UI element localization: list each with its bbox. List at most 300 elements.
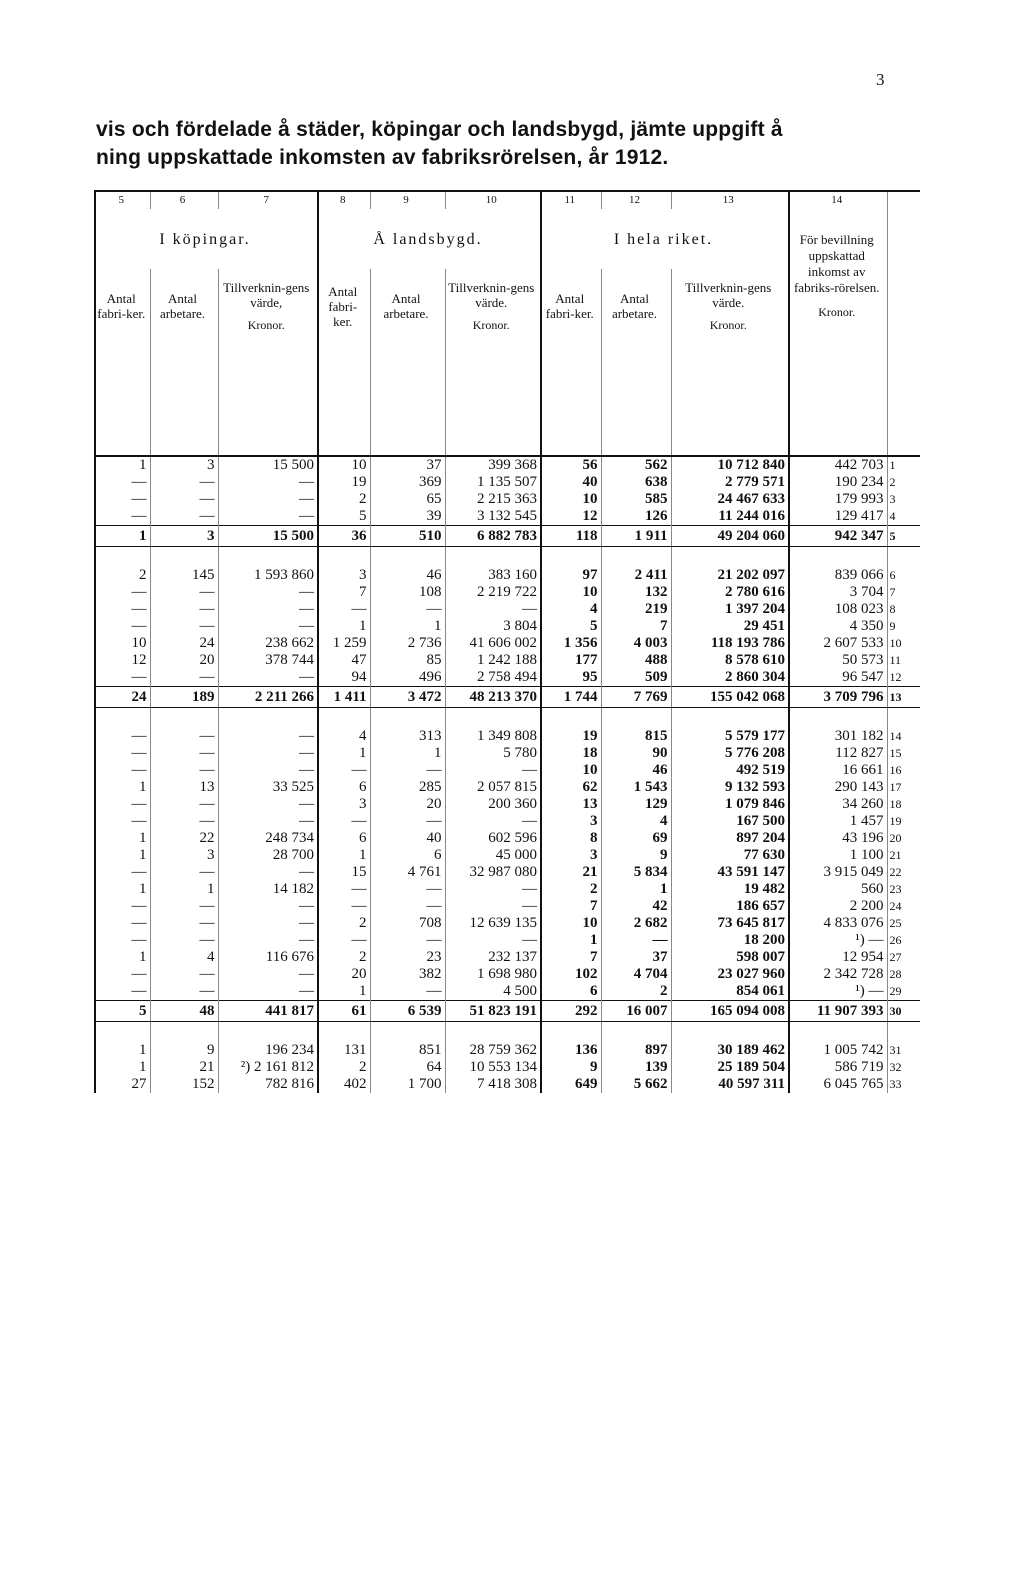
row-number: 14 (887, 728, 920, 745)
column-number: 12 (601, 191, 671, 209)
table-cell: 1 100 (789, 847, 887, 864)
table-cell: 73 645 817 (671, 915, 789, 932)
sum-row (95, 687, 920, 708)
table-row (95, 1042, 920, 1059)
table-cell: 492 519 (671, 762, 789, 779)
table-cell: 29 451 (671, 618, 789, 635)
table-cell: 3 (541, 847, 601, 864)
table-cell: 40 (370, 830, 445, 847)
table-cell: ¹) — (789, 983, 887, 1001)
column-number: 8 (318, 191, 370, 209)
table-cell: 139 (601, 1059, 671, 1076)
table-cell: 4 500 (445, 983, 541, 1001)
table-row (95, 745, 920, 762)
table-cell: — (150, 966, 218, 983)
table-cell: 186 657 (671, 898, 789, 915)
table-cell: 369 (370, 474, 445, 491)
table-cell: 290 143 (789, 779, 887, 796)
column-number: 13 (671, 191, 789, 209)
table-cell: 10 (541, 915, 601, 932)
table-cell: 4 (541, 601, 601, 618)
table-cell: — (370, 898, 445, 915)
table-cell: 248 734 (218, 830, 318, 847)
sum-row (95, 1001, 920, 1022)
table-cell: — (370, 932, 445, 949)
table-cell: 131 (318, 1042, 370, 1059)
row-number: 6 (887, 567, 920, 584)
table-cell: 2 607 533 (789, 635, 887, 652)
table-cell: 196 234 (218, 1042, 318, 1059)
table-cell: 69 (601, 830, 671, 847)
table-cell: 43 196 (789, 830, 887, 847)
row-number: 9 (887, 618, 920, 635)
table-cell: 6 (318, 779, 370, 796)
table-cell: 64 (370, 1059, 445, 1076)
table-cell: 136 (541, 1042, 601, 1059)
table-cell: 33 525 (218, 779, 318, 796)
table-cell: — (95, 618, 150, 635)
table-row (95, 1059, 920, 1076)
row-number: 22 (887, 864, 920, 881)
table-cell: 4 003 (601, 635, 671, 652)
table-cell: — (601, 932, 671, 949)
table-cell: 16 661 (789, 762, 887, 779)
table-cell: — (218, 601, 318, 618)
table-row (95, 796, 920, 813)
table-cell: 8 578 610 (671, 652, 789, 669)
table-cell: — (218, 915, 318, 932)
table-cell: 782 816 (218, 1076, 318, 1093)
table-cell: 155 042 068 (671, 687, 789, 708)
table-cell: 1 457 (789, 813, 887, 830)
table-cell: 1 593 860 (218, 567, 318, 584)
row-number: 18 (887, 796, 920, 813)
subheader-tillverkning: Tillverknin-gens värde. Kronor. (671, 269, 789, 343)
table-cell: — (218, 966, 318, 983)
table-cell: 1 700 (370, 1076, 445, 1093)
table-cell: — (95, 983, 150, 1001)
table-cell: 46 (370, 567, 445, 584)
row-number: 16 (887, 762, 920, 779)
table-cell: 22 (150, 830, 218, 847)
table-row (95, 1076, 920, 1093)
table-cell: 94 (318, 669, 370, 687)
table-cell: 97 (541, 567, 601, 584)
table-cell: 1 (150, 881, 218, 898)
table-cell: 25 189 504 (671, 1059, 789, 1076)
table-cell: 10 712 840 (671, 456, 789, 474)
table-cell: 15 (318, 864, 370, 881)
table-cell: 16 007 (601, 1001, 671, 1022)
table-cell: 7 418 308 (445, 1076, 541, 1093)
table-cell: 129 (601, 796, 671, 813)
unit-kronor: Kronor. (818, 305, 856, 319)
table-row (95, 779, 920, 796)
table-cell: 129 417 (789, 508, 887, 526)
subheader-fabriker: Antal fabri-ker. (95, 269, 150, 343)
row-number: 15 (887, 745, 920, 762)
table-cell: — (318, 881, 370, 898)
table-cell: 118 (541, 526, 601, 547)
table-cell: 4 (318, 728, 370, 745)
table-cell: — (445, 601, 541, 618)
table-cell: 897 204 (671, 830, 789, 847)
table-cell: 145 (150, 567, 218, 584)
table-cell: — (218, 864, 318, 881)
table-row (95, 915, 920, 932)
table-cell: — (370, 601, 445, 618)
table-cell: 851 (370, 1042, 445, 1059)
table-cell: 2 215 363 (445, 491, 541, 508)
subheader-fabriker: Antal fabri-ker. (541, 269, 601, 343)
table-cell: — (95, 491, 150, 508)
table-cell: 50 573 (789, 652, 887, 669)
table-cell: 1 (318, 983, 370, 1001)
table-cell: 190 234 (789, 474, 887, 491)
table-cell: 20 (318, 966, 370, 983)
table-cell: 13 (541, 796, 601, 813)
table-cell: — (150, 813, 218, 830)
table-cell: 1 079 846 (671, 796, 789, 813)
row-number: 27 (887, 949, 920, 966)
table-cell: 6 (541, 983, 601, 1001)
table-cell: 1 (318, 618, 370, 635)
table-cell: 2 (318, 1059, 370, 1076)
table-cell: — (218, 508, 318, 526)
table-cell: 43 591 147 (671, 864, 789, 881)
table-cell: 12 954 (789, 949, 887, 966)
table-cell: 12 (541, 508, 601, 526)
table-cell: — (218, 491, 318, 508)
table-cell: 20 (150, 652, 218, 669)
table-row (95, 830, 920, 847)
table-cell: 5 662 (601, 1076, 671, 1093)
table-cell: — (150, 864, 218, 881)
table-cell: 96 547 (789, 669, 887, 687)
table-cell: ²) 2 161 812 (218, 1059, 318, 1076)
table-cell: 1 (95, 847, 150, 864)
table-row (95, 898, 920, 915)
group-header-bevillning: För bevillning uppskattad inkomst av fabriks-rörelsen. Kronor. (789, 209, 887, 343)
table-cell: 42 (601, 898, 671, 915)
table-cell: 2 211 266 (218, 687, 318, 708)
table-cell: 152 (150, 1076, 218, 1093)
table-cell: 46 (601, 762, 671, 779)
table-cell: 1 (318, 745, 370, 762)
table-cell: 3 (318, 567, 370, 584)
table-cell: 126 (601, 508, 671, 526)
table-cell: 28 759 362 (445, 1042, 541, 1059)
table-cell: 179 993 (789, 491, 887, 508)
row-number: 31 (887, 1042, 920, 1059)
row-number: 23 (887, 881, 920, 898)
table-cell: 24 467 633 (671, 491, 789, 508)
table-cell: 19 482 (671, 881, 789, 898)
table-cell: 2 342 728 (789, 966, 887, 983)
row-number: 33 (887, 1076, 920, 1093)
table-cell: 4 (150, 949, 218, 966)
table-cell: — (218, 813, 318, 830)
table-cell: 598 007 (671, 949, 789, 966)
table-row (95, 508, 920, 526)
statistics-table (94, 190, 920, 1093)
table-cell: 10 (541, 584, 601, 601)
table-cell: — (150, 669, 218, 687)
table-cell: 47 (318, 652, 370, 669)
table-cell: — (95, 745, 150, 762)
table-cell: 2 (318, 915, 370, 932)
table-cell: 56 (541, 456, 601, 474)
table-cell: 1 (95, 1042, 150, 1059)
table-row (95, 618, 920, 635)
table-cell: 200 360 (445, 796, 541, 813)
table-cell: 2 780 616 (671, 584, 789, 601)
table-cell: 7 (601, 618, 671, 635)
table-cell: — (445, 932, 541, 949)
table-cell: 24 (150, 635, 218, 652)
table-cell: 102 (541, 966, 601, 983)
table-cell: 285 (370, 779, 445, 796)
subheader-arbetare: Antal arbetare. (150, 269, 218, 343)
table-row (95, 601, 920, 618)
table-cell: — (95, 813, 150, 830)
table-cell: 9 (541, 1059, 601, 1076)
table-cell: 7 (541, 898, 601, 915)
table-cell: 2 758 494 (445, 669, 541, 687)
table-cell: 442 703 (789, 456, 887, 474)
table-cell: 2 057 815 (445, 779, 541, 796)
table-cell: 854 061 (671, 983, 789, 1001)
table-cell: — (95, 898, 150, 915)
table-cell: 1 (95, 949, 150, 966)
row-number: 11 (887, 652, 920, 669)
table-cell: 402 (318, 1076, 370, 1093)
row-number: 8 (887, 601, 920, 618)
row-number: 17 (887, 779, 920, 796)
table-cell: 4 761 (370, 864, 445, 881)
table-cell: 5 776 208 (671, 745, 789, 762)
table-cell: 2 (318, 949, 370, 966)
table-cell: — (150, 745, 218, 762)
table-cell: 5 780 (445, 745, 541, 762)
sum-row (95, 526, 920, 547)
table-cell: 5 579 177 (671, 728, 789, 745)
table-cell: 10 (318, 456, 370, 474)
table-cell: 7 (318, 584, 370, 601)
table-cell: 19 (541, 728, 601, 745)
table-cell: 41 606 002 (445, 635, 541, 652)
column-number: 9 (370, 191, 445, 209)
table-cell: 15 500 (218, 456, 318, 474)
table-cell: — (318, 601, 370, 618)
row-number: 25 (887, 915, 920, 932)
group-header-row (95, 209, 920, 269)
subheader-tillverkning: Tillverknin-gens värde, Kronor. (218, 269, 318, 343)
table-cell: 5 (95, 1001, 150, 1022)
row-number: 29 (887, 983, 920, 1001)
table-cell: 9 (601, 847, 671, 864)
table-cell: 112 827 (789, 745, 887, 762)
table-cell: 5 834 (601, 864, 671, 881)
table-cell: 496 (370, 669, 445, 687)
table-cell: 118 193 786 (671, 635, 789, 652)
table-cell: 37 (370, 456, 445, 474)
table-cell: 48 (150, 1001, 218, 1022)
row-number: 7 (887, 584, 920, 601)
table-cell: 3 (150, 456, 218, 474)
subheader-arbetare: Antal arbetare. (370, 269, 445, 343)
table-cell: 815 (601, 728, 671, 745)
table-cell: 9 (150, 1042, 218, 1059)
table-cell: 11 907 393 (789, 1001, 887, 1022)
table-cell: — (95, 966, 150, 983)
table-cell: — (150, 983, 218, 1001)
table-cell: 219 (601, 601, 671, 618)
row-number: 2 (887, 474, 920, 491)
table-cell: 3 472 (370, 687, 445, 708)
table-row (95, 635, 920, 652)
table-cell: 95 (541, 669, 601, 687)
table-cell: 488 (601, 652, 671, 669)
table-cell: 12 (95, 652, 150, 669)
table-cell: 7 769 (601, 687, 671, 708)
table-cell: 1 (95, 881, 150, 898)
table-row (95, 584, 920, 601)
table-cell: 51 823 191 (445, 1001, 541, 1022)
table-cell: 4 (601, 813, 671, 830)
subheader-fabriker: Antal fabri-ker. (318, 269, 370, 343)
table-cell: 301 182 (789, 728, 887, 745)
table-row (95, 983, 920, 1001)
table-cell: — (150, 508, 218, 526)
unit-kronor: Kronor. (472, 317, 510, 332)
table-cell: 6 539 (370, 1001, 445, 1022)
table-cell: — (370, 881, 445, 898)
column-number: 10 (445, 191, 541, 209)
table-cell: — (150, 728, 218, 745)
table-cell: 14 182 (218, 881, 318, 898)
row-number: 10 (887, 635, 920, 652)
table-cell: 4 704 (601, 966, 671, 983)
table-row (95, 728, 920, 745)
table-cell: 2 (95, 567, 150, 584)
table-row (95, 864, 920, 881)
table-cell: — (445, 881, 541, 898)
table-cell: 1 (95, 1059, 150, 1076)
table-cell: 1 135 507 (445, 474, 541, 491)
table-cell: — (218, 983, 318, 1001)
table-cell: 382 (370, 966, 445, 983)
page-number: 3 (876, 70, 885, 89)
row-number: 4 (887, 508, 920, 526)
table-cell: 509 (601, 669, 671, 687)
table-cell: — (318, 898, 370, 915)
table-cell: 3 915 049 (789, 864, 887, 881)
table-cell: 2 411 (601, 567, 671, 584)
table-cell: 3 709 796 (789, 687, 887, 708)
table-cell: 132 (601, 584, 671, 601)
table-cell: 6 882 783 (445, 526, 541, 547)
row-number: 12 (887, 669, 920, 687)
table-row (95, 847, 920, 864)
table-cell: 34 260 (789, 796, 887, 813)
table-cell: 2 682 (601, 915, 671, 932)
table-cell: 108 (370, 584, 445, 601)
table-cell: — (95, 669, 150, 687)
table-row (95, 456, 920, 474)
table-cell: 2 736 (370, 635, 445, 652)
table-cell: — (95, 508, 150, 526)
subheader-tillverkning: Tillverknin-gens värde. Kronor. (445, 269, 541, 343)
table-cell: 6 (318, 830, 370, 847)
table-cell: 45 000 (445, 847, 541, 864)
table-cell: 116 676 (218, 949, 318, 966)
table-cell: — (218, 796, 318, 813)
table-cell: 39 (370, 508, 445, 526)
table-cell: 649 (541, 1076, 601, 1093)
table-cell: 10 (541, 491, 601, 508)
table-cell: 1 698 980 (445, 966, 541, 983)
table-cell: 238 662 (218, 635, 318, 652)
group-header-hela-riket: I hela riket. (541, 209, 789, 269)
table-cell: 1 397 204 (671, 601, 789, 618)
table-row (95, 932, 920, 949)
table-cell: 510 (370, 526, 445, 547)
table-cell: 1 411 (318, 687, 370, 708)
table-cell: 2 860 304 (671, 669, 789, 687)
table-cell: 23 (370, 949, 445, 966)
table-cell: — (218, 745, 318, 762)
table-cell: — (150, 796, 218, 813)
table-cell: 378 744 (218, 652, 318, 669)
table-cell: 3 704 (789, 584, 887, 601)
row-number: 24 (887, 898, 920, 915)
table-cell: — (95, 728, 150, 745)
table-cell: 167 500 (671, 813, 789, 830)
table-cell: 1 (370, 618, 445, 635)
table-cell: 3 132 545 (445, 508, 541, 526)
table-cell: — (218, 669, 318, 687)
table-cell: 897 (601, 1042, 671, 1059)
page-title-line-1: vis och fördelade å städer, köpingar och landsbygd, jämte uppgift å (96, 118, 783, 141)
table-cell: — (218, 474, 318, 491)
table-row (95, 949, 920, 966)
table-row (95, 762, 920, 779)
table-cell: 5 (318, 508, 370, 526)
unit-kronor: Kronor. (709, 317, 747, 332)
table-cell: 4 350 (789, 618, 887, 635)
table-cell: 1 (95, 830, 150, 847)
table-cell: 638 (601, 474, 671, 491)
table-cell: — (95, 932, 150, 949)
table-cell: 108 023 (789, 601, 887, 618)
table-cell: 383 160 (445, 567, 541, 584)
table-cell: 21 202 097 (671, 567, 789, 584)
table-cell: — (445, 762, 541, 779)
table-cell: 189 (150, 687, 218, 708)
table-cell: — (150, 932, 218, 949)
table-cell: 2 219 722 (445, 584, 541, 601)
table-cell: 2 200 (789, 898, 887, 915)
table-cell: 23 027 960 (671, 966, 789, 983)
table-cell: 36 (318, 526, 370, 547)
subheader-arbetare: Antal arbetare. (601, 269, 671, 343)
table-cell: — (370, 813, 445, 830)
row-number: 28 (887, 966, 920, 983)
table-cell: 292 (541, 1001, 601, 1022)
table-cell: 40 597 311 (671, 1076, 789, 1093)
table-cell: — (150, 898, 218, 915)
